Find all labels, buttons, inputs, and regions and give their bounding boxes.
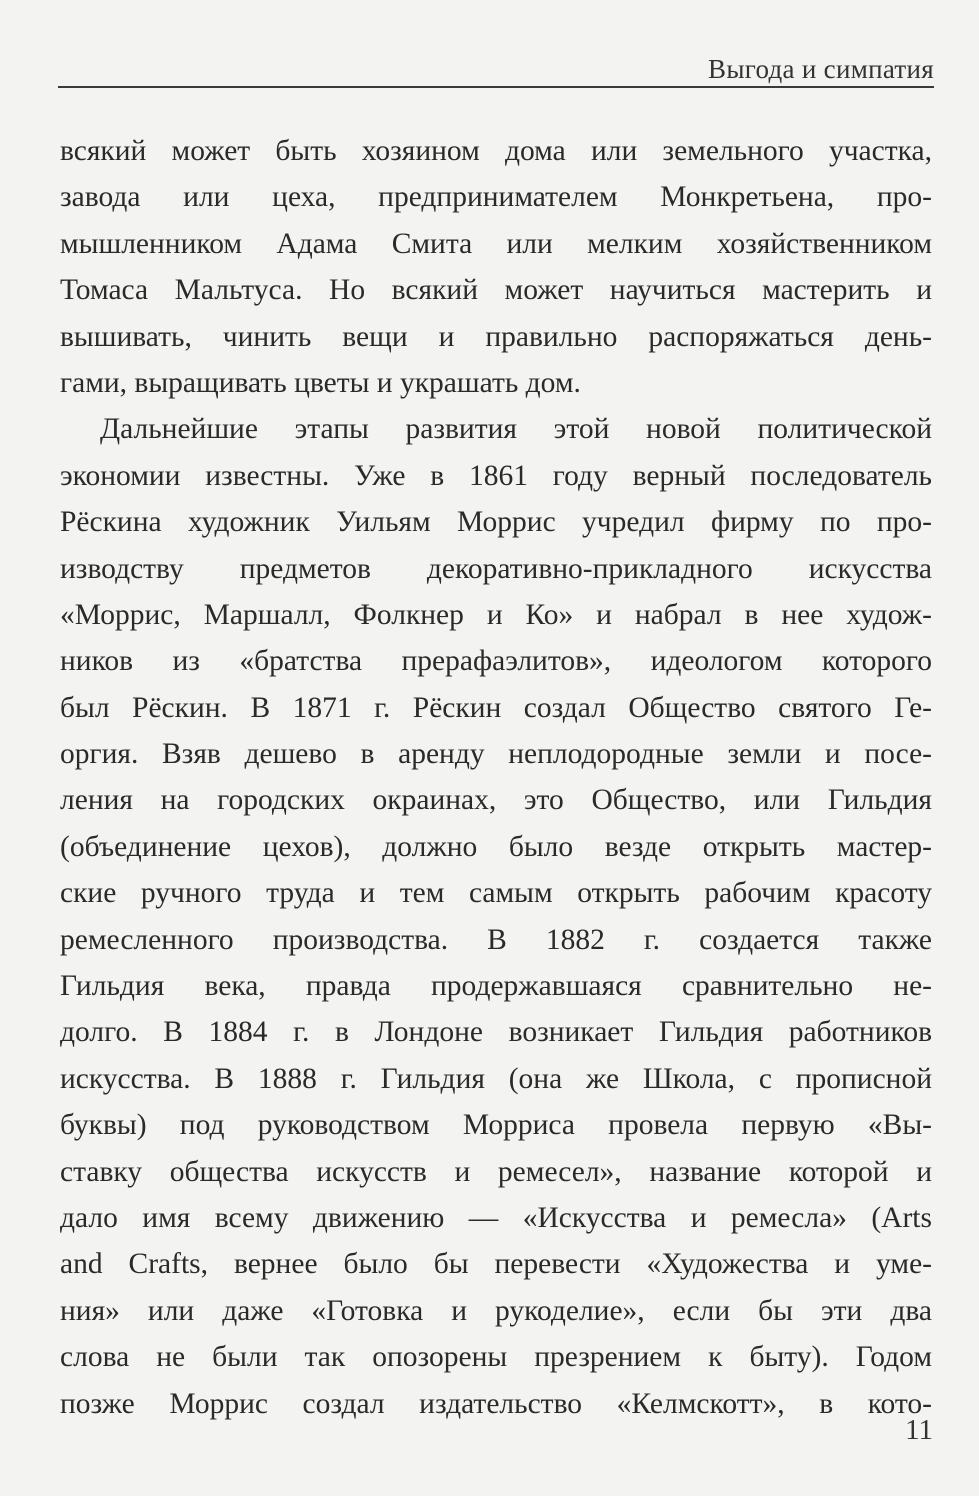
text-line: Гильдия века, правда продержавшаяся сравнительно не-	[60, 970, 932, 1003]
text-line: мышленником Адама Смита или мелким хозяйственником	[60, 227, 932, 260]
running-head-title: Выгода и симпатия	[708, 54, 934, 84]
text-line: дало имя всему движению — «Искусства и ремесла» (Arts	[60, 1201, 932, 1234]
text-line: ставку общества искусств и ремесел», название которой и	[60, 1155, 932, 1188]
page-number: 11	[905, 1414, 933, 1446]
text-line: всякий может быть хозяином дома или земельного участка,	[60, 135, 932, 167]
text-line: and Crafts, вернее было бы перевести «Художества и уме-	[60, 1248, 932, 1281]
paragraph-2	[60, 406, 932, 1427]
text-line: оргия. Взяв дешево в аренду неплодородные земли и посе-	[60, 738, 932, 771]
text-line: экономии известны. Уже в 1861 году верный последователь	[60, 459, 932, 492]
text-line: был Рёскин. В 1871 г. Рёскин создал Общество святого Ге-	[60, 691, 932, 724]
text-line: завода или цеха, предпринимателем Монкретьена, про-	[60, 181, 932, 214]
text-line: ния» или даже «Готовка и рукоделие», если бы эти два	[60, 1294, 932, 1327]
text-line: ские ручного труда и тем самым открыть рабочим красоту	[60, 877, 932, 910]
paragraph-1	[60, 128, 932, 406]
text-line: ления на городских окраинах, это Общество, или Гильдия	[60, 784, 932, 817]
text-line: долго. В 1884 г. в Лондоне возникает Гильдия работников	[60, 1016, 932, 1049]
text-line: Рёскина художник Уильям Моррис учредил фирму по про-	[60, 506, 932, 539]
body-text	[60, 128, 932, 1427]
running-head	[58, 52, 934, 88]
text-line: гами, выращивать цветы и украшать дом.	[60, 366, 581, 399]
text-line: вышивать, чинить вещи и правильно распоряжаться день-	[60, 320, 932, 353]
text-line: искусства. В 1888 г. Гильдия (она же Школа, с прописной	[60, 1062, 932, 1095]
text-line: слова не были так опозорены презрением к быту). Годом	[60, 1341, 932, 1374]
text-line: буквы) под руководством Морриса провела первую «Вы-	[60, 1109, 932, 1142]
text-line: изводству предметов декоративно-прикладного искусства	[60, 552, 932, 585]
text-line: «Моррис, Маршалл, Фолкнер и Ко» и набрал в нее худож-	[60, 598, 932, 631]
text-line: ников из «братства прерафаэлитов», идеологом которого	[60, 645, 932, 678]
text-line: позже Моррис создал издательство «Келмскотт», в кото-	[60, 1387, 932, 1420]
text-line: Дальнейшие этапы развития этой новой политической	[100, 413, 932, 446]
text-line: (объединение цехов), должно было везде открыть мастер-	[60, 830, 932, 863]
text-line: ремесленного производства. В 1882 г. создается также	[60, 923, 932, 956]
text-line: Томаса Мальтуса. Но всякий может научиться мастерить и	[60, 274, 932, 307]
